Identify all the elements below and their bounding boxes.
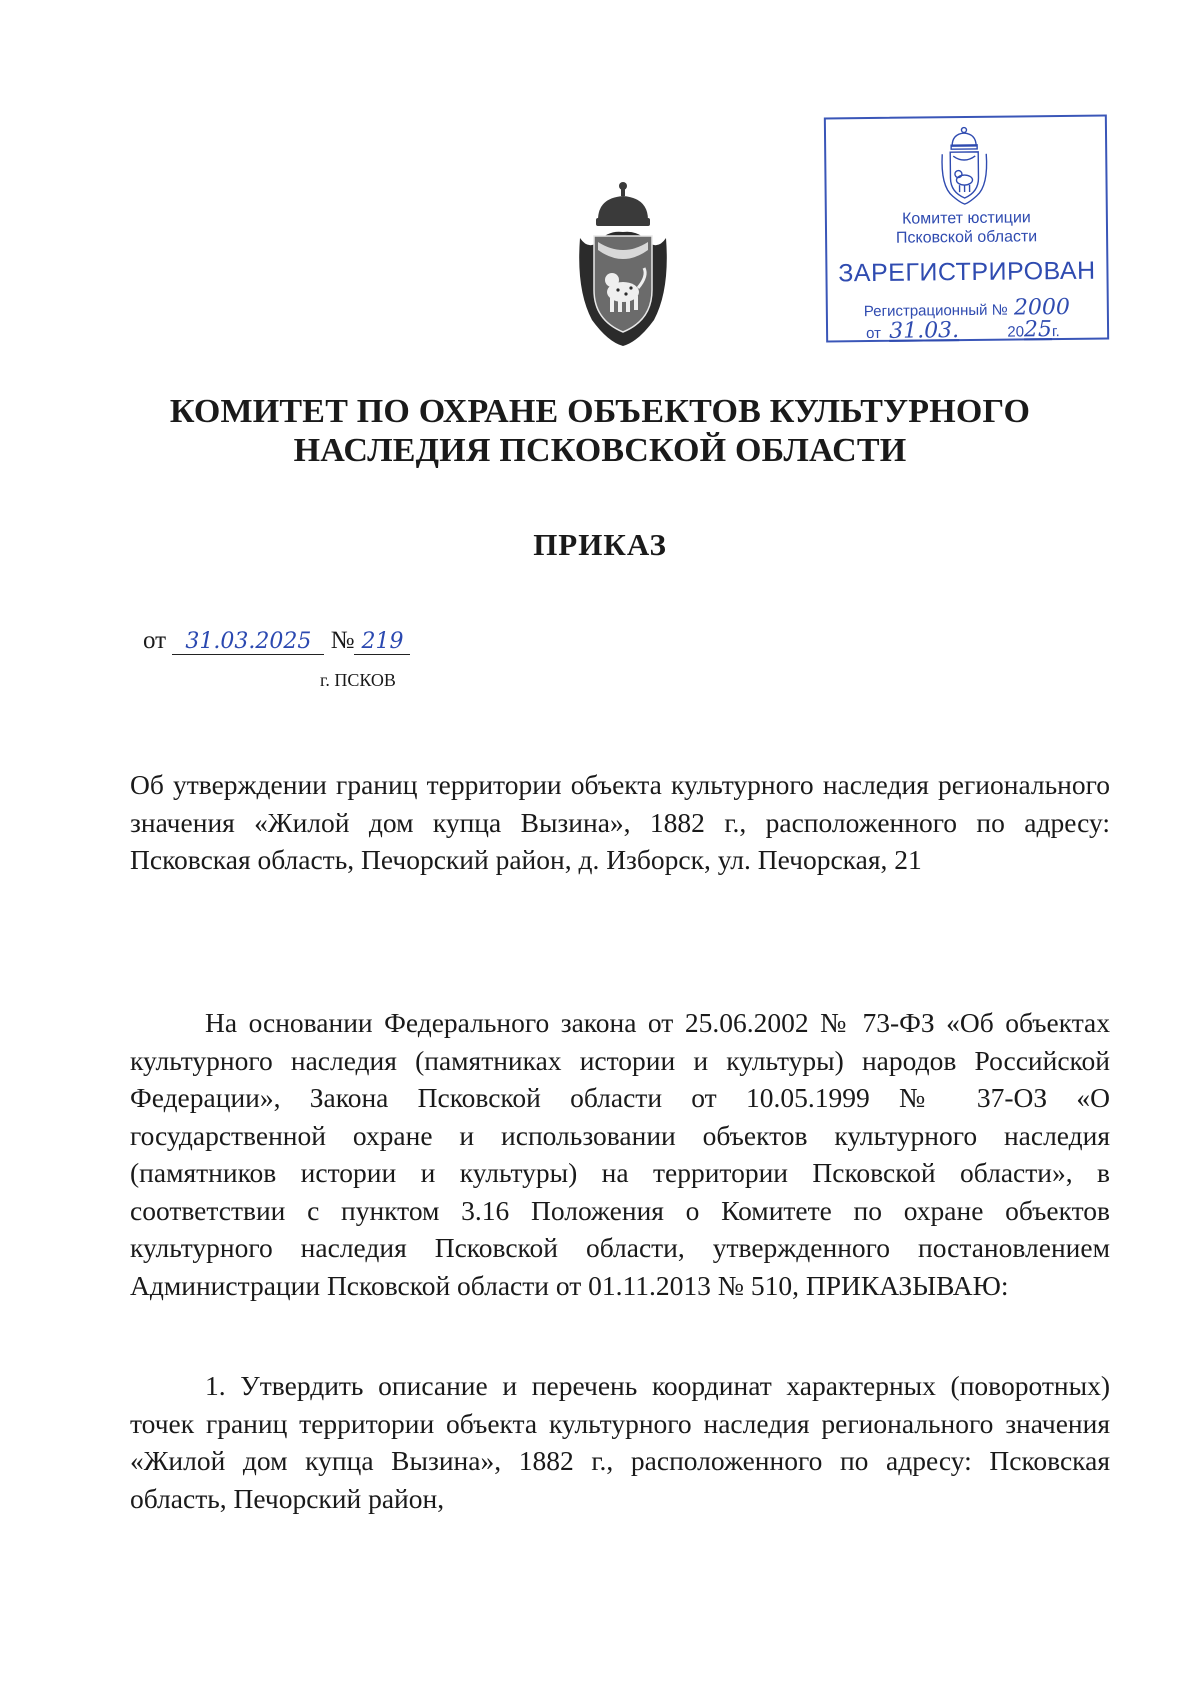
order-ot-label: от [143,627,167,654]
order-date-number-row [143,627,410,655]
order-item-1: 1. Утвердить описание и перечень координат характерных (поворотных) точек границ территории объекта культурного наследия регионального значения «Жилой дом купца Вызина», 1882 г., расположенного по адресу: Псковская область, Печорский район, [130,1370,1110,1514]
stamp-date-value: 31.03. [889,318,960,344]
order-city: г. ПСКОВ [320,670,396,690]
stamp-org-line1: Комитет юстиции [901,209,1031,228]
committee-title-line2: НАСЛЕДИЯ ПСКОВСКОЙ ОБЛАСТИ [293,432,907,469]
order-date: 31.03.2025 [172,629,324,655]
stamp-status: ЗАРЕГИСТРИРОВАН [838,256,1096,288]
stamp-date-row [866,317,1060,344]
committee-title-line1: КОМИТЕТ ПО ОХРАНЕ ОБЪЕКТОВ КУЛЬТУРНОГО [169,393,1031,430]
stamp-org-line2: Псковской области [895,228,1038,247]
order-preamble: На основании Федерального закона от 25.06.2002 № 73-ФЗ «Об объектах культурного наследия (памятниках истории и культуры) народов Российской Федерации», Закона Псковской области от 10.05.1999 № 37-ОЗ «О государственной охране и использовании объектов культурного наследия (памятников истории и культуры) на территории Псковской области», в соответствии с пунктом 3.16 Положения о Комитете по охране объектов культурного наследия Псковской области, утвержденного постановлением Администрации Псковской области от 01.11.2013 № 510, ПРИКАЗЫВАЮ: [130,1007,1110,1301]
order-number-label: № [330,627,355,654]
stamp-year-end: г. [1051,323,1060,341]
stamp-reg-number: 2000 [1013,294,1071,321]
stamp-year-prefix: 20 [1007,323,1025,341]
order-subject: Об утверждении границ территории объекта культурного наследия регионального значения «Жилой дом купца Вызина», 1882 г., расположенного по адресу: Псковская область, Печорский район, д. Изборск, ул. Печорская, 21 [130,769,1110,875]
coat-of-arms-icon [568,180,678,350]
order-number: 219 [354,629,410,655]
stamp-date-label: от [866,324,882,343]
stamp-reg-label: Регистрационный № [863,301,1008,321]
stamp-emblem-icon [934,126,995,207]
registration-stamp [824,115,1109,343]
document-type: ПРИКАЗ [533,527,667,562]
stamp-year-suffix: 25 [1023,317,1053,343]
